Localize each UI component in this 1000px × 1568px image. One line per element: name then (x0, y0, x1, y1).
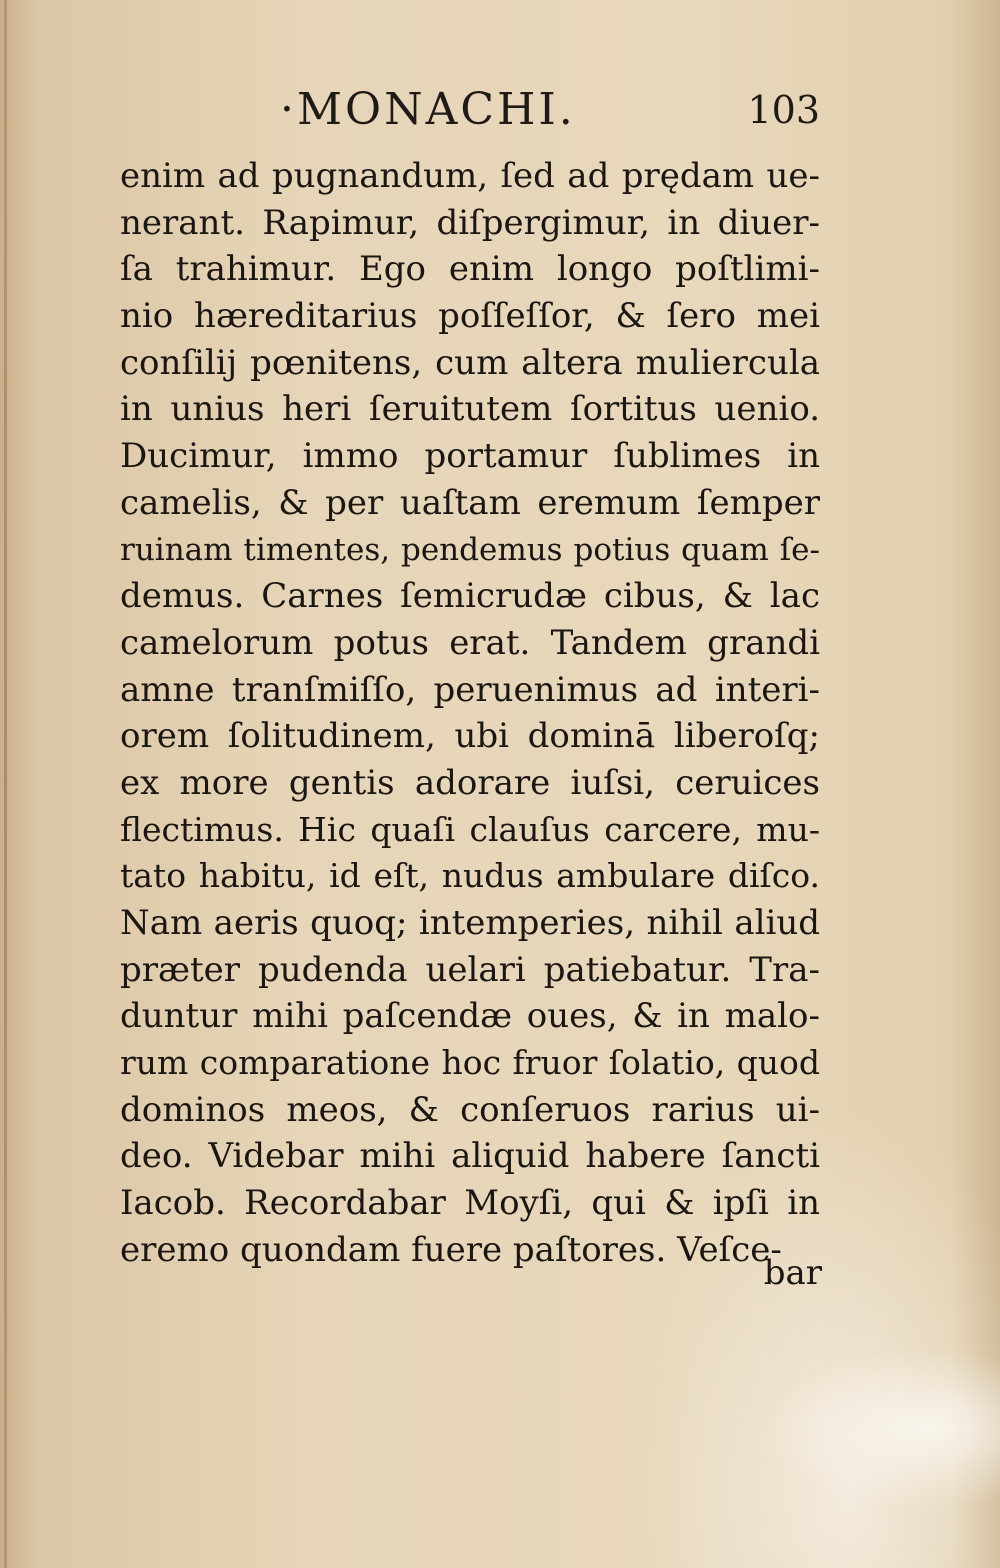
text-line: flectimus. Hic quaſi clauſus carcere, mu- (120, 809, 820, 849)
text-line: Nam aeris quoq; intemperies, nihil aliud (120, 903, 820, 943)
text-line: ſa trahimur. Ego enim longo poſtlimi- (120, 249, 820, 290)
text-line: in unius heri ſeruitutem ſortitus uenio. (120, 389, 820, 430)
text-line: dominos meos, & conſeruos rarius ui- (120, 1089, 820, 1130)
catchword: bar (763, 1253, 822, 1293)
text-line: demus. Carnes ſemicrudæ cibus, & lac (120, 576, 820, 617)
binding-edge (4, 0, 7, 1568)
text-line: ex more gentis adorare iuſsi, ceruices (120, 762, 820, 803)
text-line: nio hæreditarius poſſeſſor, & ſero mei (120, 296, 820, 337)
text-line: amne tranſmiſſo, peruenimus ad interi- (120, 669, 820, 710)
text-line: camelorum potus erat. Tandem grandi (120, 622, 820, 663)
text-line: tato habitu, id eſt, nudus ambulare diſco. (120, 856, 820, 896)
text-line: nerant. Rapimur, diſpergimur, in diuer- (120, 202, 820, 243)
text-line: conſilij pœnitens, cum altera muliercula (120, 342, 820, 383)
text-line: ruinam timentes, pendemus potius quam ſe- (120, 531, 820, 568)
text-line: præter pudenda uelari patiebatur. Tra- (120, 949, 820, 990)
text-line: Ducimur, immo portamur ſublimes in (120, 436, 820, 477)
text-line: duntur mihi paſcendæ oues, & in malo- (120, 996, 820, 1037)
page-header (120, 80, 820, 140)
text-line: camelis, & per uaſtam eremum ſemper (120, 482, 820, 523)
text-line: eremo quondam fuere paſtores. Veſce- (120, 1229, 782, 1270)
text-line: enim ad pugnandum, ſed ad prędam ue- (120, 156, 820, 196)
text-line: Iacob. Recordabar Moyſi, qui & ipſi in (120, 1183, 820, 1224)
text-line: orem ſolitudinem, ubi dominā liberoſq; (120, 716, 820, 757)
page-number: 103 (747, 88, 820, 132)
body-text (120, 153, 820, 1274)
paper-stain (760, 1348, 1000, 1508)
text-line: rum comparatione hoc fruor ſolatio, quod (120, 1043, 820, 1083)
text-line: deo. Videbar mihi aliquid habere ſancti (120, 1136, 820, 1177)
running-head: ·MONACHI. (280, 84, 576, 135)
